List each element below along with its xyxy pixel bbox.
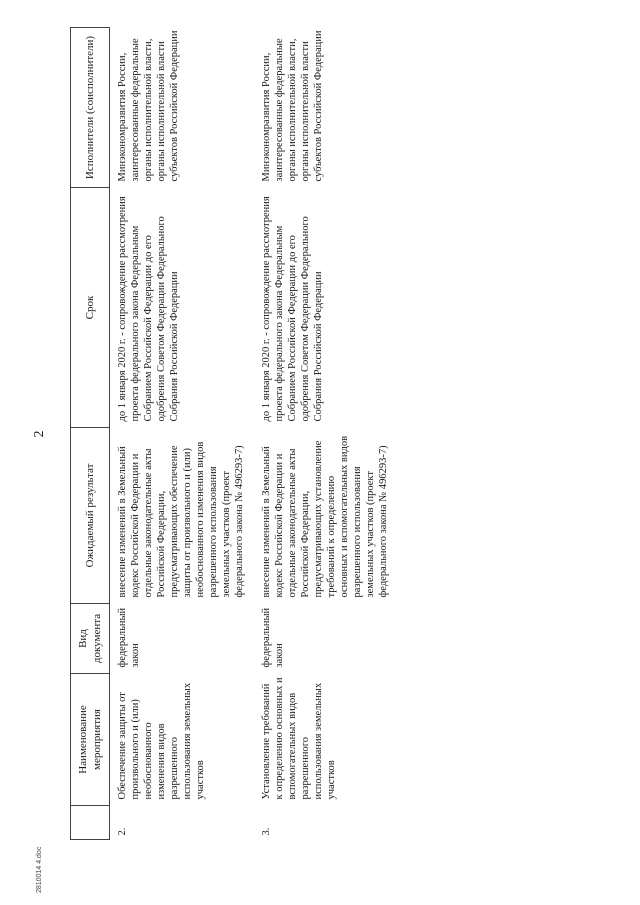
- term: до 1 января 2020 г. - сопровождение рассмотрения проекта федерального закона Федеральным Собранием Российской Федерации до его одобрения Советом Федерации Федерального Собрания Российской Федерации: [261, 196, 324, 422]
- expected-result: внесение изменений в Земельный кодекс Российской Федерации и отдельные законодательные акты Российской Федерации, предусматривающих обеспечение защиты от произвольного и (или) необоснованного изменения видов разрешенного использования земельных участков (проект федерального закона № 496293-7): [117, 441, 245, 598]
- col-header-term: Срок: [71, 188, 110, 428]
- footer-code: 2810014 4.doc: [36, 846, 43, 893]
- expected-result: внесение изменений в Земельный кодекс Российской Федерации и отдельные законодательные акты Российской Федерации, предусматривающих установление требований к определению основных и вспомогательных видов разрешенного использования земельных участков (проект федерального закона № 496293-7): [261, 435, 389, 598]
- col-header-number: [71, 806, 110, 840]
- col-header-result: Ожидаемый результат: [71, 428, 110, 604]
- row-number: 2.: [117, 827, 128, 836]
- row-number: 3.: [261, 827, 272, 836]
- executors: Минэкономразвития России, заинтересованные федеральные органы исполнительной власти, органы исполнительной власти субъектов Российской Федерации: [261, 30, 324, 182]
- doc-type: федеральный закон: [117, 607, 141, 668]
- measures-table: [70, 27, 394, 840]
- doc-type: федеральный закон: [261, 607, 285, 668]
- measure-name: Обеспечение защиты от произвольного и (или) необоснованного изменения видов разрешенного использования земельных участков: [117, 682, 206, 800]
- table-row: [110, 28, 251, 840]
- rotated-page: [32, 28, 545, 840]
- term: до 1 января 2020 г. - сопровождение рассмотрения проекта федерального закона Федеральным Собранием Российской Федерации до его одобрения Советом Федерации Федерального Собрания Российской Федерации: [117, 196, 180, 422]
- col-header-name: Наименование мероприятия: [71, 674, 110, 806]
- measure-name: Установление требований к определению основных и вспомогательных видов разрешенного использования земельных участков: [261, 677, 337, 800]
- page-number: 2: [32, 430, 47, 438]
- table-row: [250, 28, 394, 840]
- executors: Минэкономразвития России, заинтересованные федеральные органы исполнительной власти, органы исполнительной власти субъектов Российской Федерации: [117, 30, 180, 182]
- col-header-doc-type: Вид документа: [71, 604, 110, 674]
- table-header-row: [71, 28, 110, 840]
- col-header-executors: Исполнители (соисполнители): [71, 28, 110, 188]
